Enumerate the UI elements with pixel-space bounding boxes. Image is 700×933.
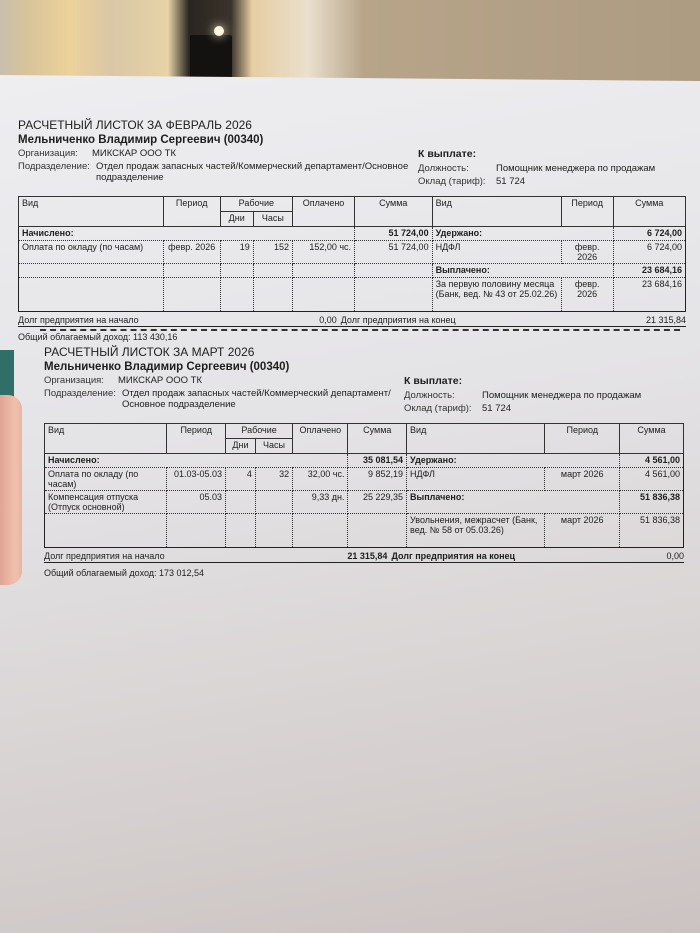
withholding-sum: 4 561,00 [620,468,684,491]
salary-value: 51 724 [482,403,512,414]
col-working: Рабочие [226,424,293,439]
payment-sum: 51 836,38 [620,514,684,548]
payslip-march [44,345,684,578]
accrual-paid: 32,00 чс. [293,468,348,491]
withholding-period: февр. 2026 [561,241,613,264]
taxable-income: Общий облагаемый доход: 113 430,16 [18,332,178,342]
withheld-total: 6 724,00 [613,227,685,241]
dept-label: Подразделение: [18,161,90,172]
dept-label: Подразделение: [44,388,116,399]
payslip-table [18,196,686,312]
dept-value: Отдел продаж запасных частей/Коммерческий департамент/Основное подразделение [122,388,391,410]
debt-end-label: Долг предприятия на конец [391,551,516,561]
col-days: Дни [220,212,253,227]
accrual-period: февр. 2026 [163,241,220,264]
col-period: Период [167,424,226,454]
payslip-february [18,118,686,342]
accrual-sum: 9 852,19 [348,468,407,491]
col-sum: Сумма [348,424,407,454]
accrual-type: Оплата по окладу (по часам) [45,468,167,491]
org-label: Организация: [18,148,78,159]
debt-end-label: Долг предприятия на конец [340,315,456,325]
background-light [214,26,224,36]
table-row [45,491,684,514]
col-type-right: Вид [432,197,561,227]
withholding-type: НДФЛ [432,241,561,264]
debt-end-value: 0,00 [666,551,684,561]
withheld-label: Удержано: [407,454,620,468]
table-row [45,514,684,548]
col-hours: Часы [253,212,292,227]
salary-label: Оклад (тариф): [418,176,486,187]
accrual-type: Компенсация отпуска (Отпуск основной) [45,491,167,514]
salary-value: 51 724 [496,176,526,187]
payout-label: К выплате: [404,375,463,387]
debt-start-label: Долг предприятия на начало [18,315,139,325]
withholding-type: НДФЛ [407,468,545,491]
accrual-hours [255,491,292,514]
col-working: Рабочие [220,197,292,212]
payment-type: Увольнения, межрасчет (Банк, вед. № 58 от 05.03.26) [407,514,545,548]
accrual-period: 01.03-05.03 [167,468,226,491]
accrued-label: Начислено: [45,454,348,468]
col-period-right: Период [545,424,620,454]
col-paid: Оплачено [293,197,355,227]
employee-name: Мельниченко Владимир Сергеевич (00340) [44,361,290,373]
org-value: МИКСКАР ООО ТК [118,375,203,386]
taxable-income: Общий облагаемый доход: 173 012,54 [44,568,205,578]
debt-row [44,548,684,563]
col-sum-right: Сумма [613,197,685,227]
debt-row [18,312,686,327]
holding-hand [0,395,22,585]
accrual-days: 4 [226,468,256,491]
col-sum: Сумма [355,197,433,227]
payslip-title: РАСЧЕТНЫЙ ЛИСТОК ЗА МАРТ 2026 [44,345,255,359]
col-period: Период [163,197,220,227]
position-label: Должность: [404,390,455,401]
accrued-label: Начислено: [19,227,355,241]
payment-period: март 2026 [545,514,620,548]
payout-label: К выплате: [418,148,477,160]
payslip-table [44,423,684,548]
accrual-days [226,491,256,514]
payslip-header [18,134,686,204]
cut-line [40,329,680,331]
position-value: Помощник менеджера по продажам [496,163,656,174]
debt-start-value: 0,00 [319,315,337,325]
employee-name: Мельниченко Владимир Сергеевич (00340) [18,134,264,146]
paid-label: Выплачено: [407,491,620,514]
accrual-sum: 25 229,35 [348,491,407,514]
payment-sum: 23 684,16 [613,278,685,312]
table-row [19,241,686,264]
col-type: Вид [45,424,167,454]
accrual-hours: 152 [253,241,292,264]
withholding-period: март 2026 [545,468,620,491]
debt-start-label: Долг предприятия на начало [44,551,165,561]
col-period-right: Период [561,197,613,227]
payslip-title: РАСЧЕТНЫЙ ЛИСТОК ЗА ФЕВРАЛЬ 2026 [18,118,252,132]
accrual-sum: 51 724,00 [355,241,433,264]
col-paid: Оплачено [293,424,348,454]
org-label: Организация: [44,375,104,386]
paid-label: Выплачено: [432,264,613,278]
col-hours: Часы [255,439,292,454]
table-row [19,278,686,312]
col-type-right: Вид [407,424,545,454]
salary-label: Оклад (тариф): [404,403,472,414]
payment-type: За первую половину месяца (Банк, вед. № 43 от 25.02.26) [432,278,561,312]
table-row [45,468,684,491]
org-value: МИКСКАР ООО ТК [92,148,177,159]
accrual-paid: 152,00 чс. [293,241,355,264]
accrual-hours: 32 [255,468,292,491]
accrued-total: 35 081,54 [348,454,407,468]
col-days: Дни [226,439,256,454]
accrued-total: 51 724,00 [355,227,433,241]
col-sum-right: Сумма [620,424,684,454]
withheld-label: Удержано: [432,227,613,241]
withheld-total: 4 561,00 [620,454,684,468]
payslip-header [44,361,684,431]
debt-end-value: 21 315,84 [645,315,686,325]
paid-total: 23 684,16 [613,264,685,278]
accrual-period: 05.03 [167,491,226,514]
withholding-sum: 6 724,00 [613,241,685,264]
payment-period: февр. 2026 [561,278,613,312]
dept-value: Отдел продаж запасных частей/Коммерческий департамент/Основное подразделение [96,161,409,183]
debt-start-value: 21 315,84 [347,551,388,561]
position-label: Должность: [418,163,469,174]
accrual-paid: 9,33 дн. [293,491,348,514]
position-value: Помощник менеджера по продажам [482,390,642,401]
col-type: Вид [19,197,164,227]
accrual-days: 19 [220,241,253,264]
accrual-type: Оплата по окладу (по часам) [19,241,164,264]
paid-total: 51 836,38 [620,491,684,514]
